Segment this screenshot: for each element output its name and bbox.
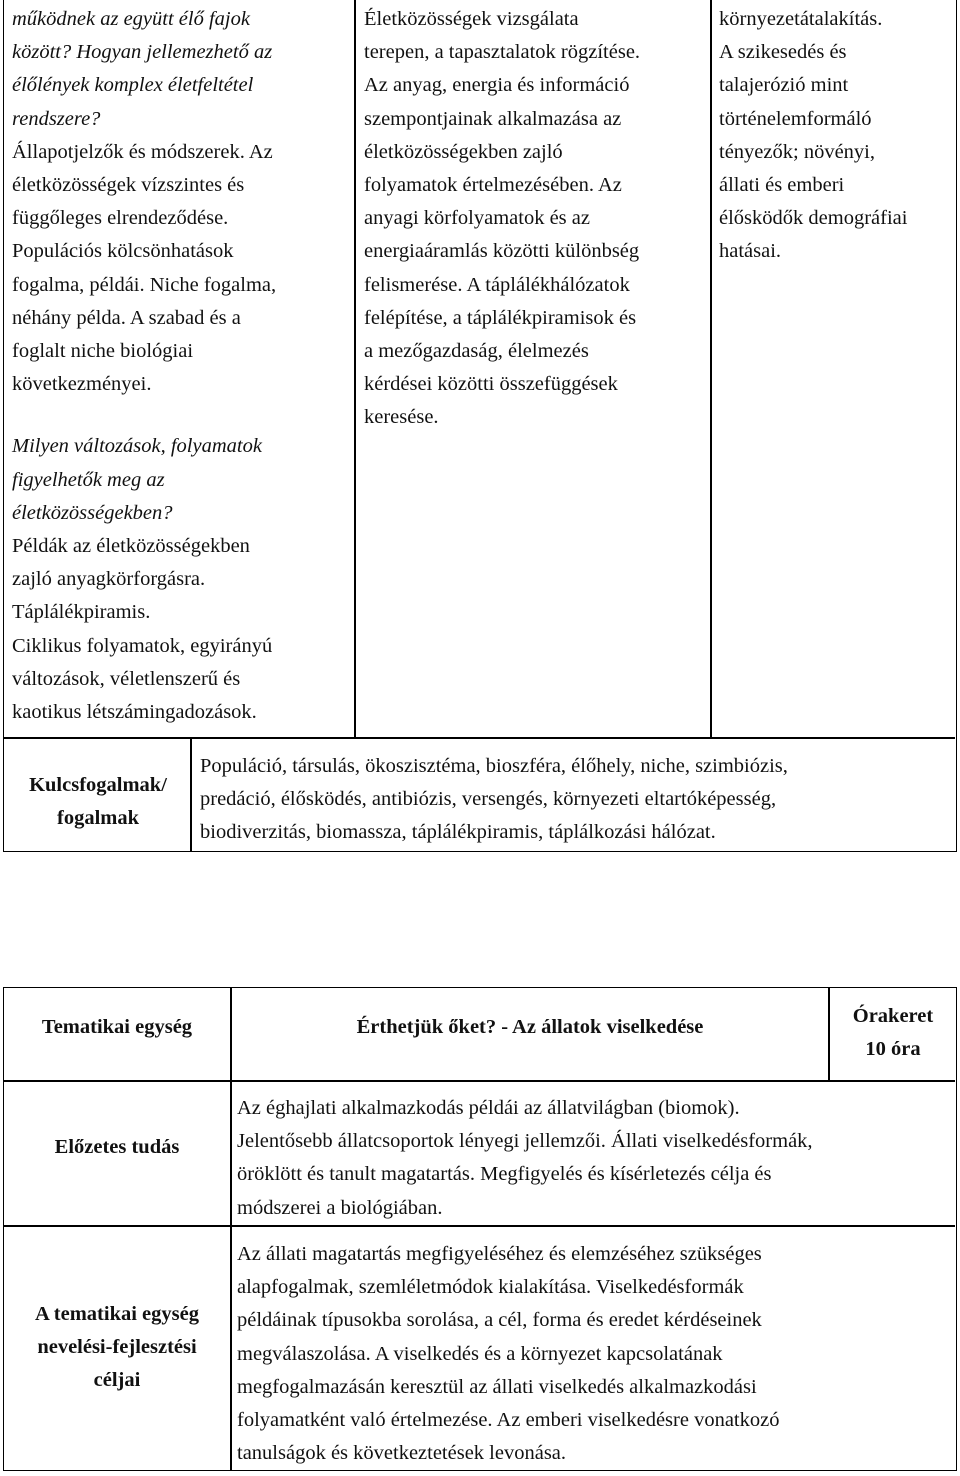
text-line: tényezők; növényi, (719, 140, 875, 163)
text-line: fogalma, példái. Niche fogalma, (12, 273, 277, 296)
text-line: folyamatként való értelmezése. Az emberi viselkedésre vonatkozó (237, 1409, 780, 1432)
text-line: változások, véletlenszerű és (12, 667, 241, 690)
text-line: következményei. (12, 373, 152, 396)
column-divider (710, 0, 712, 738)
text-line: módszerei a biológiában. (237, 1196, 443, 1219)
text-line: talajerózió mint (719, 74, 849, 97)
text-line: folyamatok értelmezésében. Az (364, 174, 622, 197)
text-line: példáinak típusokba sorolása, a cél, forma és eredet kérdéseinek (237, 1309, 762, 1332)
text-line: kaotikus létszámingadozások. (12, 701, 257, 724)
text-line: figyelhetők meg az (12, 468, 165, 491)
text-line: biodiverzitás, biomassza, táplálékpiramis, táplálkozási hálózat. (200, 821, 716, 844)
text-line: felépítése, a táplálékpiramisok és (364, 306, 637, 329)
text-line: energiaáramlás közötti különbség (364, 240, 640, 263)
text-line: megfogalmazásán keresztül az állati viselkedés alkalmazkodási (237, 1375, 757, 1398)
prior-knowledge-label (4, 1136, 230, 1159)
unit-title (232, 1016, 828, 1039)
text-line: Táplálékpiramis. (12, 601, 151, 624)
text-line: tanulságok és következtetések levonása. (237, 1442, 567, 1465)
text-line: környezetátalakítás. (719, 8, 883, 30)
text-line: Az állati magatartás megfigyeléséhez és elemzéséhez szükséges (237, 1243, 762, 1265)
text-line: állati és emberi (719, 174, 845, 197)
text-line: kérdései közötti összefüggések (364, 373, 618, 396)
text-line: működnek az együtt élő fajok (12, 8, 250, 30)
content-paragraph-2 (12, 530, 357, 729)
text-line: Populáció, társulás, ökoszisztéma, bioszféra, élőhely, niche, szimbiózis, (200, 755, 788, 777)
text-line: céljai (93, 1369, 141, 1391)
text-line: Jelentősebb állatcsoportok lényegi jellemzői. Állati viselkedésformák, (237, 1130, 813, 1153)
text-line: anyagi körfolyamatok és az (364, 207, 590, 230)
text-line: Életközösségek vizsgálata (364, 8, 579, 30)
text-line: a mezőgazdaság, élelmezés (364, 340, 589, 363)
text-line: Példák az életközösségekben (12, 535, 250, 558)
unit-table (3, 987, 957, 1471)
column-divider (230, 988, 232, 1470)
text-line: Populációs kölcsönhatások (12, 240, 234, 263)
text-line: megválaszolása. A viselkedés és a környezet kapcsolatának (237, 1342, 723, 1365)
text-line: élőlények komplex életfeltétel (12, 74, 254, 97)
row-divider (4, 737, 955, 739)
connections-cell (719, 3, 954, 269)
unit-label (4, 1016, 230, 1039)
content-table (3, 0, 957, 852)
text-line: életközösségekben zajló (364, 140, 563, 163)
text-line: Érthetjük őket? - Az állatok viselkedése (356, 1016, 704, 1038)
text-line: fogalmak (57, 807, 139, 829)
guiding-questions-2 (12, 430, 357, 530)
text-line: Tematikai egység (41, 1016, 193, 1038)
text-line: Milyen változások, folyamatok (12, 435, 262, 458)
key-concepts-text (200, 750, 955, 850)
text-line: történelemformáló (719, 107, 872, 130)
text-line: öröklött és tanult magatartás. Megfigyelés és kísérletezés célja és (237, 1163, 772, 1186)
guiding-questions-1 (12, 3, 357, 136)
row-divider (4, 1225, 955, 1227)
text-line: alapfogalmak, szemléletmódok kialakítása. Viselkedésformák (237, 1276, 744, 1299)
text-line: hatásai. (719, 240, 782, 263)
row-divider (4, 1080, 955, 1082)
text-line: életközösségekben? (12, 501, 173, 524)
text-line: terepen, a tapasztalatok rögzítése. (364, 41, 641, 64)
text-line: A szikesedés és (719, 41, 847, 64)
prior-knowledge-text (237, 1092, 952, 1225)
text-line: Az éghajlati alkalmazkodás példái az állatvilágban (biomok). (237, 1097, 740, 1119)
text-line: Előzetes tudás (54, 1136, 180, 1158)
text-line: foglalt niche biológiai (12, 340, 194, 363)
text-line: Ciklikus folyamatok, egyirányú (12, 634, 273, 657)
text-line: függőleges elrendeződése. (12, 207, 229, 230)
text-line: zajló anyagkörforgásra. (12, 568, 206, 591)
key-concepts-label (4, 740, 192, 835)
text-line: felismerése. A táplálékhálózatok (364, 273, 630, 296)
development-activities-cell (364, 3, 709, 435)
text-line: rendszere? (12, 107, 101, 130)
text-line: Az anyag, energia és információ (364, 74, 630, 97)
text-line: életközösségek vízszintes és (12, 174, 245, 197)
hours-value: 10 óra (865, 1038, 921, 1060)
text-line: Állapotjelzők és módszerek. Az (12, 140, 273, 163)
hours-cell (830, 1000, 956, 1066)
text-line: néhány példa. A szabad és a (12, 306, 241, 329)
questions-and-content-cell (12, 3, 357, 729)
text-line: között? Hogyan jellemezhető az (12, 41, 273, 64)
text-line: szempontjainak alkalmazása az (364, 107, 622, 130)
goals-label (4, 1298, 230, 1397)
text-line: A tematikai egység (35, 1303, 199, 1325)
text-line: Kulcsfogalmak/ (29, 774, 167, 796)
text-line: predáció, élősködés, antibiózis, versengés, környezeti eltartóképesség, (200, 788, 777, 811)
text-line: nevelési-fejlesztési (37, 1336, 197, 1358)
text-line: élősködők demográfiai (719, 207, 908, 230)
goals-text (237, 1238, 952, 1470)
content-paragraph-1 (12, 136, 357, 402)
text-line: keresése. (364, 406, 439, 429)
hours-label: Órakeret (852, 1005, 934, 1027)
